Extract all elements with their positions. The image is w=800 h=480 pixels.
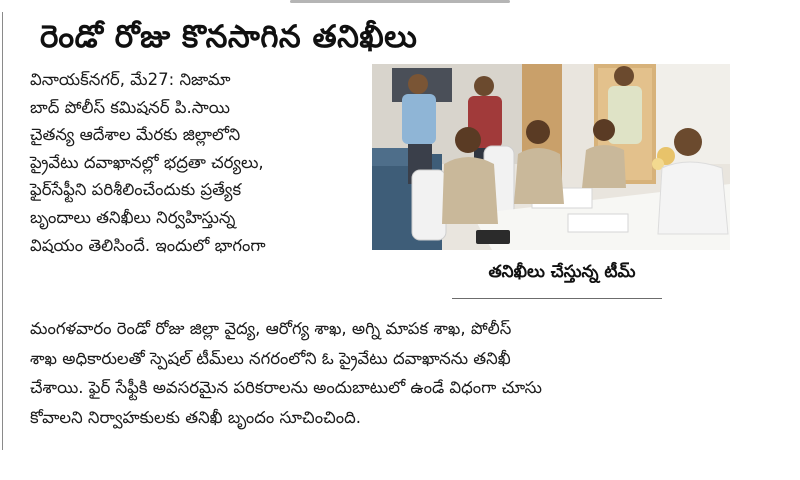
text-line: ఫైర్‌సేఫ్టీని పరిశీలించేందుకు ప్రత్యేక: [30, 180, 242, 200]
text-line: కోవాలని నిర్వాహకులకు తనిఖీ బృందం సూచించింది.: [30, 407, 361, 427]
news-photo: [372, 64, 730, 250]
article-wide-text: [30, 314, 750, 432]
text-line: విషయం తెలిసిందే. ఇందులో భాగంగా: [30, 235, 266, 255]
text-line: చైతన్య ఆదేశాల మేరకు జిల్లాలోని: [30, 125, 241, 145]
text-line: బృందాలు తనిఖీలు నిర్వహిస్తున్న: [30, 207, 236, 227]
left-border: [2, 12, 3, 450]
photo-caption: తనిఖీలు చేస్తున్న టీమ్: [488, 262, 636, 282]
text-line: ప్రైవేటు దవాఖానల్లో భద్రతా చర్యలు,: [30, 152, 264, 172]
text-line: చేశాయి. ఫైర్ సేఫ్టీకి అవసరమైన పరికరాలను అందుబాటులో ఉండే విధంగా చూసు: [30, 378, 542, 397]
caption-divider: [452, 298, 662, 299]
text-line: వినాయక్‌నగర్, మే27: నిజామా: [30, 70, 231, 89]
text-line: మంగళవారం రెండో రోజు జిల్లా వైద్య, ఆరోగ్య శాఖ, అగ్ని మాపక శాఖ, పోలీస్: [30, 319, 512, 338]
article-column-text: [30, 66, 362, 259]
text-line: శాఖ అధికారులతో స్పెషల్ టీమ్‌లు నగరంలోని ఓ ప్రైవేటు దవాఖానను తనిఖీ: [30, 348, 511, 368]
text-line: బాద్ పోలీస్ కమిషనర్ పి.సాయి: [30, 97, 230, 117]
headline: రెండో రోజు కొనసాగిన తనిఖీలు: [40, 19, 418, 55]
top-divider: [2, 0, 798, 8]
